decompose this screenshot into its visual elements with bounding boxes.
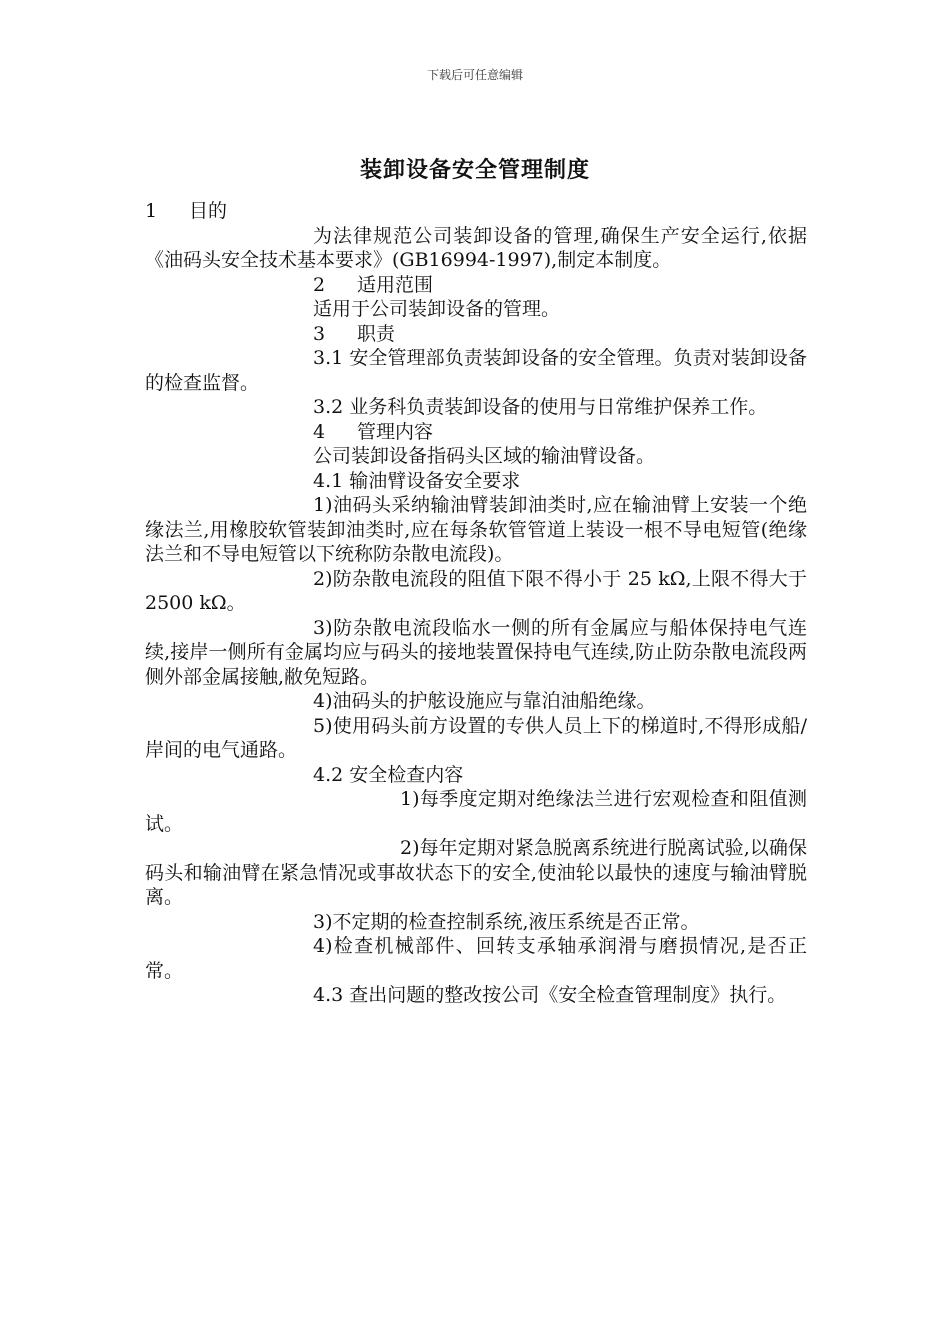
list-item: 3)不定期的检查控制系统,液压系统是否正常。 [313,910,700,933]
section-title: 职责 [357,322,396,345]
section-1-heading [145,199,807,224]
section-3-heading [145,322,807,347]
section-title: 适用范围 [357,273,434,296]
list-item: 1)每季度定期对绝缘法兰进行宏观检查和阻值测试。 [145,788,807,835]
section-number: 1 [145,200,158,222]
list-item: 2)防杂散电流段的阻值下限不得小于 25 kΩ,上限不得大于2500 kΩ。 [145,567,807,614]
list-item: 4)检查机械部件、回转支承轴承润滑与磨损情况,是否正常。 [145,935,807,982]
section-2-body: 适用于公司装卸设备的管理。 [313,298,561,320]
section-2-heading [145,273,807,298]
clause-4-2-title: 4.2 安全检查内容 [313,763,464,786]
section-title: 目的 [189,200,228,222]
section-4-body: 公司装卸设备指码头区域的输油臂设备。 [313,445,656,467]
list-item: 5)使用码头前方设置的专供人员上下的梯道时,不得形成船/岸间的电气通路。 [145,714,807,761]
section-number: 2 [313,273,326,296]
clause-3-2: 3.2 业务科负责装卸设备的使用与日常维护保养工作。 [313,396,768,418]
section-number: 4 [313,420,326,443]
document-body [145,199,807,1008]
list-item: 1)油码头采纳输油臂装卸油类时,应在输油臂上安装一个绝缘法兰,用橡胶软管装卸油类时,应在每条软管管道上装设一根不导电短管(绝缘法兰和不导电短管以下统称防杂散电流段)。 [145,494,807,565]
document-title: 装卸设备安全管理制度 [359,157,590,183]
section-title: 管理内容 [357,420,434,443]
page-header: 下载后可任意编辑 [426,68,523,82]
clause-4-1-title: 4.1 输油臂设备安全要求 [313,469,521,492]
clause-3-1: 3.1 安全管理部负责装卸设备的安全管理。负责对装卸设备的检查监督。 [145,347,807,394]
list-item: 3)防杂散电流段临水一侧的所有金属应与船体保持电气连续,接岸一侧所有金属均应与码头的接地装置保持电气连续,防止防杂散电流段两侧外部金属接触,敝免短路。 [145,616,807,688]
section-number: 3 [313,322,326,345]
list-item: 2)每年定期对紧急脱离系统进行脱离试验,以确保码头和输油臂在紧急情况或事故状态下的安全,使油轮以最快的速度与输油臂脱离。 [145,837,807,908]
clause-4-3: 4.3 查出问题的整改按公司《安全检查管理制度》执行。 [313,984,787,1006]
section-4-heading [145,420,807,445]
list-item: 4)油码头的护舷设施应与靠泊油船绝缘。 [313,690,656,712]
section-1-body: 为法律规范公司装卸设备的管理,确保生产安全运行,依据《油码头安全技术基本要求》(GB16994-1997),制定本制度。 [145,224,807,271]
